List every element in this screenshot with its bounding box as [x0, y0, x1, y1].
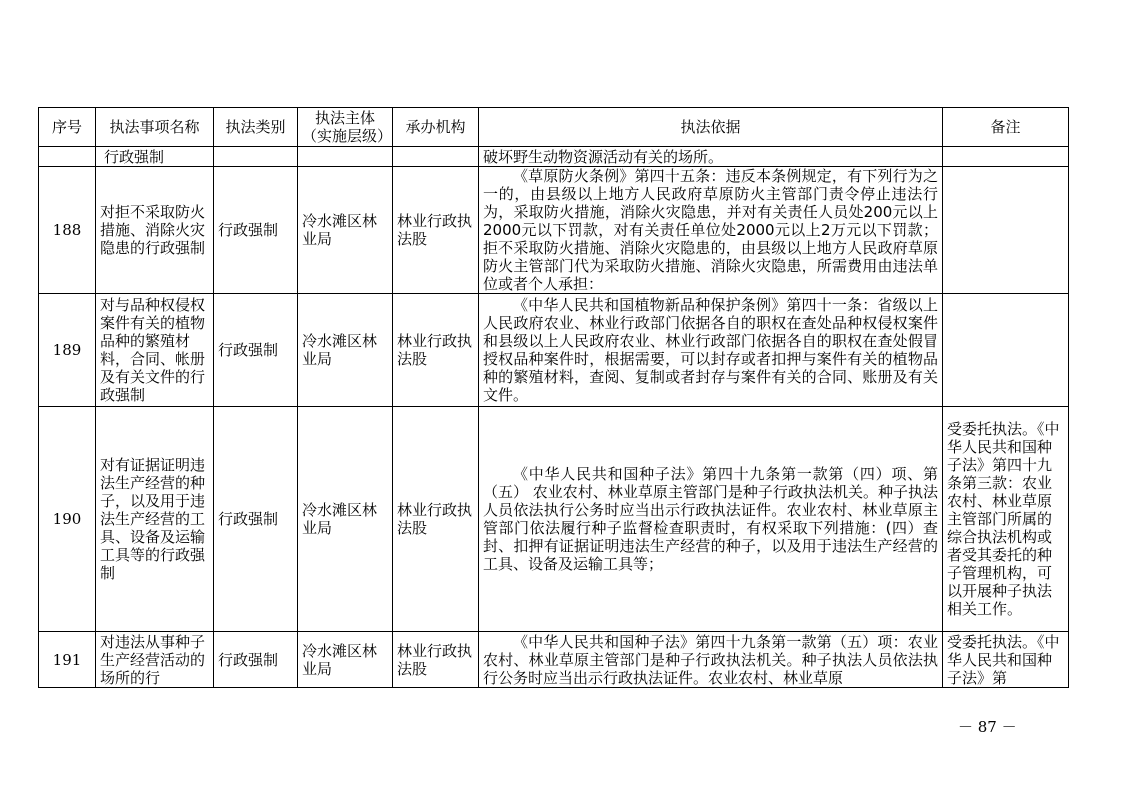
- row-category: 行政强制: [214, 167, 298, 294]
- table-row: [39, 294, 1069, 407]
- header-note: 备注: [943, 108, 1069, 147]
- enforcement-table: [38, 107, 1069, 688]
- row-note: 受委托执法。《中华人民共和国种子法》第四十九条第三款：农业农村、林业草原主管部门所属的综合执法机构或者受其委托的种子管理机构，可以开展种子执法相关工作。: [943, 407, 1069, 632]
- row-subject: 冷水滩区林业局: [298, 407, 393, 632]
- row-org: [393, 147, 479, 167]
- header-category: 执法类别: [214, 108, 298, 147]
- header-subject: [298, 108, 393, 147]
- row-item: 对拒不采取防火措施、消除火灾隐患的行政强制: [96, 167, 214, 294]
- header-org: 承办机构: [393, 108, 479, 147]
- row-subject: [298, 147, 393, 167]
- row-category: 行政强制: [214, 407, 298, 632]
- table-row: [39, 147, 1069, 167]
- row-subject: 冷水滩区林业局: [298, 632, 393, 688]
- table-row: [39, 407, 1069, 632]
- row-subject: 冷水滩区林业局: [298, 167, 393, 294]
- table-row: [39, 167, 1069, 294]
- row-basis: 破坏野生动物资源活动有关的场所。: [479, 147, 943, 167]
- row-category: 行政强制: [214, 632, 298, 688]
- header-subject-line2: （实施层级）: [302, 127, 393, 145]
- row-item: 对有证据证明违法生产经营的种子，以及用于违法生产经营的工具、设备及运输工具等的行政强制: [96, 407, 214, 632]
- row-basis: 《中华人民共和国种子法》第四十九条第一款第（五）项：农业农村、林业草原主管部门是种子行政执法机关。种子执法人员依法执行公务时应当出示行政执法证件。农业农村、林业草原: [479, 632, 943, 688]
- row-no: 191: [39, 632, 96, 688]
- row-note: 受委托执法。《中华人民共和国种子法》第: [943, 632, 1069, 688]
- row-item: 行政强制: [96, 147, 214, 167]
- row-note: [943, 294, 1069, 407]
- page-number: － 87 －: [958, 718, 1017, 736]
- row-note: [943, 147, 1069, 167]
- row-category: [214, 147, 298, 167]
- row-no: [39, 147, 96, 167]
- row-basis: 《中华人民共和国植物新品种保护条例》第四十一条：省级以上人民政府农业、林业行政部门依据各自的职权在查处品种权侵权案件和县级以上人民政府农业、林业行政部门依据各自的职权在查处假冒授权品种案件时，根据需要，可以封存或者扣押与案件有关的植物品种的繁殖材料，查阅、复制或者封存与案件有关的合同、账册及有关文件。: [479, 294, 943, 407]
- row-no: 189: [39, 294, 96, 407]
- row-subject: 冷水滩区林业局: [298, 294, 393, 407]
- header-subject-line1: 执法主体: [314, 109, 375, 127]
- row-item: 对违法从事种子生产经营活动的场所的行: [96, 632, 214, 688]
- row-basis: 《中华人民共和国种子法》第四十九条第一款第（四）项、第（五） 农业农村、林业草原主管部门是种子行政执法机关。种子执法人员依法执行公务时应当出示行政执法证件。农业农村、林业草原主管部门依法履行种子监督检查职责时，有权采取下列措施：(四）查封、扣押有证据证明违法生产经营的种子，以及用于违法生产经营的工具、设备及运输工具等；: [479, 407, 943, 632]
- row-category: 行政强制: [214, 294, 298, 407]
- header-item: 执法事项名称: [96, 108, 214, 147]
- table-row: [39, 632, 1069, 688]
- row-org: 林业行政执法股: [393, 167, 479, 294]
- row-no: 188: [39, 167, 96, 294]
- row-org: 林业行政执法股: [393, 407, 479, 632]
- row-basis: 《草原防火条例》第四十五条：违反本条例规定，有下列行为之一的，由县级以上地方人民政府草原防火主管部门责令停止违法行为，采取防火措施，消除火灾隐患，并对有关责任人员处200元以上2000元以下罚款，对有关责任单位处2000元以上2万元以下罚款；拒不采取防火措施、消除火灾隐患的，由县级以上地方人民政府草原防火主管部门代为采取防火措施、消除火灾隐患，所需费用由违法单位或者个人承担：: [479, 167, 943, 294]
- header-no: 序号: [39, 108, 96, 147]
- row-org: 林业行政执法股: [393, 632, 479, 688]
- row-no: 190: [39, 407, 96, 632]
- header-row: [39, 108, 1069, 147]
- row-note: [943, 167, 1069, 294]
- row-org: 林业行政执法股: [393, 294, 479, 407]
- header-basis: 执法依据: [479, 108, 943, 147]
- row-item: 对与品种权侵权案件有关的植物品种的繁殖材料，合同、帐册及有关文件的行政强制: [96, 294, 214, 407]
